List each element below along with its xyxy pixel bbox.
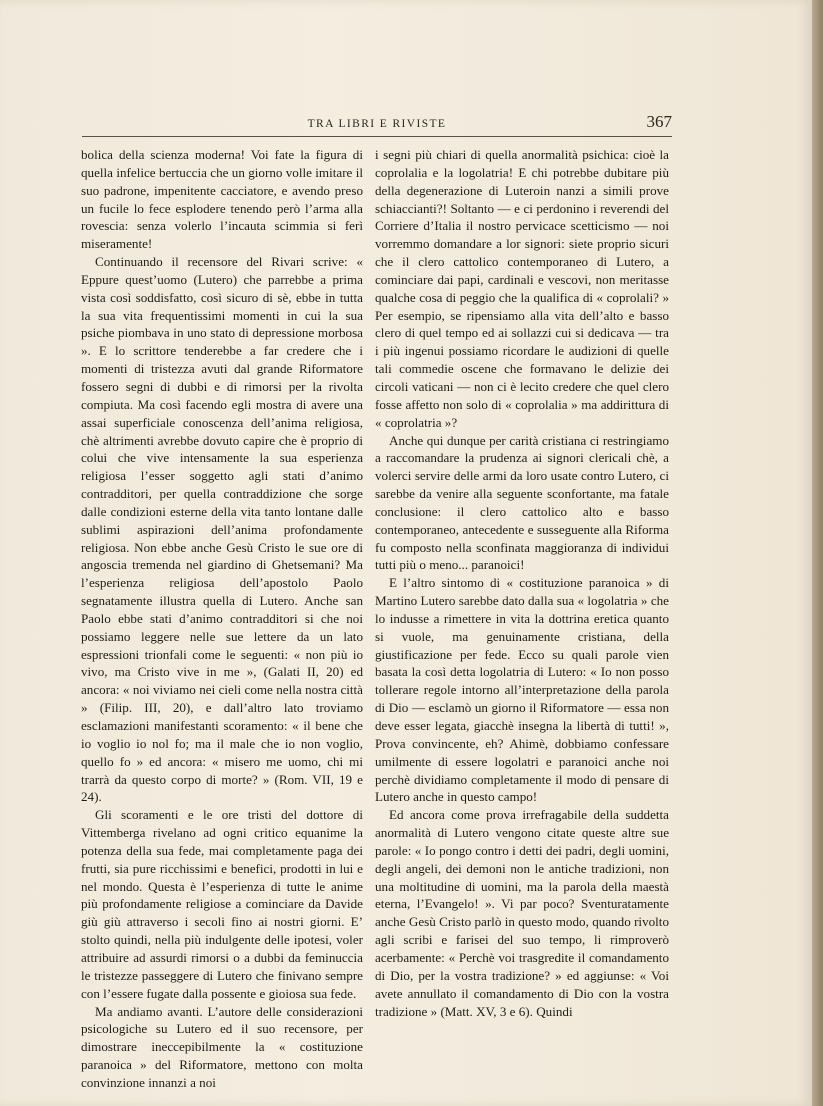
paragraph: Ed ancora come prova irrefragabile della suddetta anormalità di Lutero vengono citate queste altre sue parole: « Io pongo contro i detti dei padri, degli uomini, degli angeli, dei demoni non le antiche tradizioni, non una moltitudine di uomini, ma la parola della maestà eterna, l’Evangelo! ». Vi par poco? Sventuratamente anche Gesù Cristo parlò in questo modo, quando rivolto agli scribi e farisei del suo tempo, li rimproverò acerbamente: « Perchè voi trasgredite il comandamento di Dio, per la vostra tradizione? » ed aggiunse: « Voi avete annullato il comandamento di Dio con la vostra tradizione » (Matt. XV, 3 e 6). Quindi bbox=[375, 807, 669, 1019]
paragraph: Ma andiamo avanti. L’autore delle considerazioni psicologiche su Lutero ed il suo recensore, per dimostrare ineccepibilmente la « costituzione paranoica » del Riformatore, mettono con molta convinzione innanzi a noi bbox=[81, 1003, 363, 1090]
paragraph: i segni più chiari di quella anormalità psichica: cioè la coprolalia e la logolatria! E chi potrebbe dubitare più della degenerazione di Luteroin nanzi a simili prove schiaccianti?! Soltanto — e ci perdonino i reverendi del Corriere d’Italia il nostro pervicace scetticismo — noi vorremmo domandare a lor signori: siete proprio sicuri che il clero cattolico contemporaneo di Lutero, a cominciare dai papi, cardinali e vescovi, non meritasse qualche cosa di peggio che la qualifica di « coprolali? » Per esempio, se ripensiamo alla vita dell’alto e basso clero di quel tempo ed ai sollazzi cui si dedicava — tra i più ingenui possiamo ricordare le audizioni di quelle tali commedie oscene che formavano le delizie dei circoli vaticani — non ci è lecito credere che quel clero fosse affetto non solo di « coprolalia » ma addirittura di « coprolatria »? bbox=[375, 147, 669, 430]
paragraph: Gli scoramenti e le ore tristi del dottore di Vittemberga rivelano ad ogni critico equanime la potenza della sua fede, mai completamente paga dei frutti, sia pure ricchissimi e benefici, prodotti in lui e nel mondo. Questa è l’esperienza di tutte le anime più profondamente religiose a cominciare da Davide giù giù attraverso i secoli fino ai nostri giorni. E’ stolto quindi, nella più indulgente delle ipotesi, voler attribuire ad assurdi rimorsi o a dubbi da feminuccia le tristezze passeggere di Lutero che finivano sempre con l’essere fugate dalla possente e gioiosa sua fede. bbox=[81, 807, 363, 1001]
paragraph: Anche qui dunque per carità cristiana ci restringiamo a raccomandare la prudenza ai signori clericali chè, a volerci servire delle armi da loro usate contro Lutero, ci sarebbe da venire alla seguente sconfortante, ma fatale conclusione: il clero cattolico alto e basso contemporaneo, antecedente e susseguente alla Riforma fu composto nella sconfinata maggioranza di individui tutti più o meno... paranoici! bbox=[375, 432, 669, 573]
right-column bbox=[375, 146, 669, 1020]
paragraph: Continuando il recensore del Rivari scrive: « Eppure quest’uomo (Lutero) che parrebbe a prima vista così soddisfatto, così sicuro di sè, ebbe in tutta la sua vita frequentissimi momenti in cui la sua psiche piombava in uno stato di depressione morbosa ». E lo scrittore tenderebbe a far credere che i momenti di tristezza avuti dal grande Riformatore fossero segni di dubbi e di rimorsi per la rivolta compiuta. Ma così facendo egli mostra di avere una assai superficiale conoscenza dell’anima religiosa, chè altrimenti avrebbe dovuto capire che è proprio di colui che vive intensamente la sua esperienza religiosa l’esser soggetto agli stati d’animo contradditori, per quella contraddizione che sorge dalle condizioni esterne della vita tanto lontane dalle sublimi aspirazioni dell’anima profondamente religiosa. Non ebbe anche Gesù Cristo le sue ore di angoscia tremenda nel giardino di Ghetsemani? Ma l’esperienza religiosa dell’apostolo Paolo segnatamente illustra quella di Lutero. Anche san Paolo ebbe stati d’animo contradditori si che noi possiamo leggere nelle sue lettere da un lato espressioni trionfali come le seguenti: « non più io vivo, ma Cristo vive in me », (Galati II, 20) ed ancora: « noi viviamo nei cieli come nella nostra città » (Filip. III, 20), e dall’altro lato troviamo esclamazioni manifestanti scoramento: « il bene che io voglio io nol fo; ma il male che io non voglio, quello fo » ed ancora: « misero me uomo, chi mi trarrà da questo corpo di morte? » (Rom. VII, 19 e 24). bbox=[81, 254, 363, 805]
page-edge bbox=[812, 0, 823, 1106]
running-head: TRA LIBRI E RIVISTE bbox=[307, 118, 447, 130]
left-column bbox=[81, 146, 363, 1092]
paragraph: bolica della scienza moderna! Voi fate la figura di quella infelice bertuccia che un giorno volle imitare il suo padrone, impenitente cacciatore, e avendo preso un fucile lo fece esplodere tenendo però l’arma alla rovescia: senza volerlo l’incauta scimmia si ferì miseramente! bbox=[81, 147, 363, 252]
page-number: 367 bbox=[646, 112, 672, 131]
page-header bbox=[82, 112, 672, 138]
header-rule bbox=[82, 136, 672, 137]
paragraph: E l’altro sintomo di « costituzione paranoica » di Martino Lutero sarebbe dato dalla sua « logolatria » che lo indusse a rimettere in vita la dottrina eretica quanto si vuole, ma genuinamente cristiana, della giustificazione per fede. Ecco su quali parole vien basata la così detta logolatria di Lutero: « Io non posso tollerare regole intorno all’interpretazione della parola di Dio — esclamò un giorno il Riformatore — essa non deve esser legata, giacchè insegna la libertà di tutti! », Prova convincente, eh? Ahimè, dobbiamo confessare umilmente di essere logolatri e paranoici anche noi perchè dividiamo completamente il modo di pensare di Lutero anche in questo campo! bbox=[375, 575, 669, 805]
